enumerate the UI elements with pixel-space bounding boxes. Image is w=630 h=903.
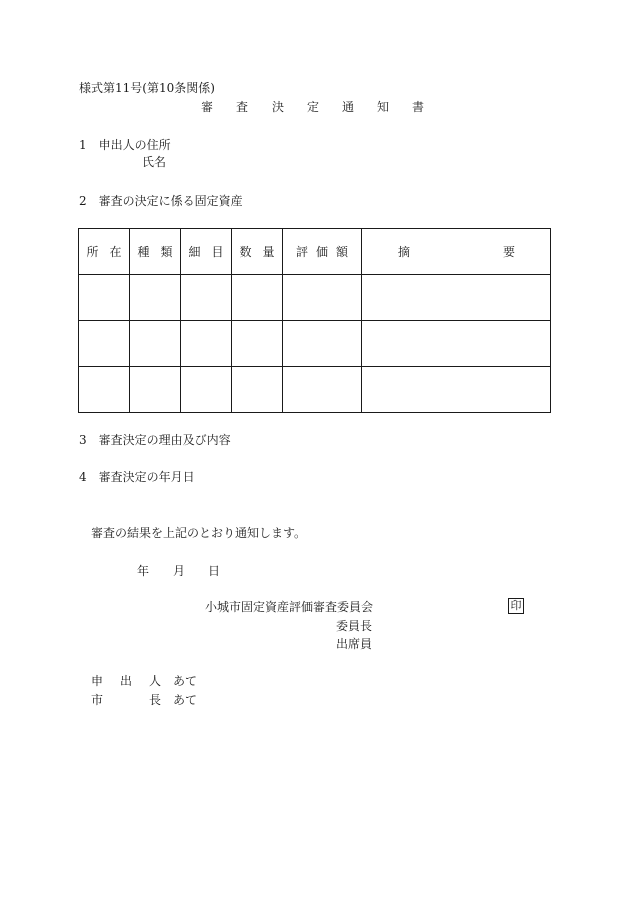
chair-label: 委員長 — [336, 619, 373, 633]
header-location: 所 在 — [79, 229, 130, 275]
table-cell — [232, 321, 283, 367]
addressee-char: 人 — [149, 674, 162, 688]
notice-text: 審査の結果を上記のとおり通知します。 — [91, 526, 307, 540]
title-char: 査 — [236, 100, 249, 114]
table-cell — [232, 367, 283, 413]
section-2-heading: 2 審査の決定に係る固定資産 — [79, 194, 243, 208]
addressee-char: 長 — [149, 693, 162, 707]
table-cell — [362, 367, 551, 413]
header-detail: 細 目 — [181, 229, 232, 275]
table-cell — [130, 275, 181, 321]
seal-stamp: 印 — [508, 598, 524, 614]
title-char: 書 — [412, 100, 425, 114]
addressee-char: 申 — [91, 674, 104, 688]
table-cell — [362, 275, 551, 321]
date-day-label: 日 — [208, 564, 221, 578]
name-label: 氏名 — [142, 155, 167, 169]
addressee-char: 出 — [120, 674, 133, 688]
title-char: 審 — [201, 100, 214, 114]
committee-name: 小城市固定資産評価審査委員会 — [205, 600, 374, 614]
header-remarks: 摘 要 — [362, 229, 551, 275]
header-valuation: 評 価 額 — [283, 229, 362, 275]
section-4-heading: 4 審査決定の年月日 — [79, 470, 195, 484]
table-cell — [130, 321, 181, 367]
table-cell — [181, 367, 232, 413]
table-row — [79, 275, 551, 321]
table-cell — [79, 367, 130, 413]
table-cell — [130, 367, 181, 413]
title-char: 通 — [342, 100, 355, 114]
table-cell — [79, 275, 130, 321]
table-row — [79, 367, 551, 413]
attendees-label: 出席員 — [336, 637, 373, 651]
section-1-heading: 1 申出人の住所 — [79, 138, 171, 152]
table-cell — [79, 321, 130, 367]
date-year-label: 年 — [137, 564, 150, 578]
document-title — [0, 99, 630, 115]
table-cell — [181, 275, 232, 321]
title-char: 知 — [377, 100, 390, 114]
header-quantity: 数 量 — [232, 229, 283, 275]
addressee-suffix: あて — [173, 693, 198, 707]
table-cell — [362, 321, 551, 367]
table-cell — [283, 321, 362, 367]
table-cell — [283, 367, 362, 413]
addressee-suffix: あて — [173, 674, 198, 688]
table-row — [79, 321, 551, 367]
table-cell — [283, 275, 362, 321]
form-number-label: 様式第11号(第10条関係) — [79, 81, 215, 95]
section-3-heading: 3 審査決定の理由及び内容 — [79, 433, 231, 447]
addressee-char: 市 — [91, 693, 104, 707]
table-cell — [181, 321, 232, 367]
header-type: 種 類 — [130, 229, 181, 275]
fixed-assets-table — [78, 228, 551, 413]
title-char: 定 — [307, 100, 320, 114]
table-header-row — [79, 229, 551, 275]
title-char: 決 — [272, 100, 285, 114]
table-cell — [232, 275, 283, 321]
date-month-label: 月 — [173, 564, 186, 578]
